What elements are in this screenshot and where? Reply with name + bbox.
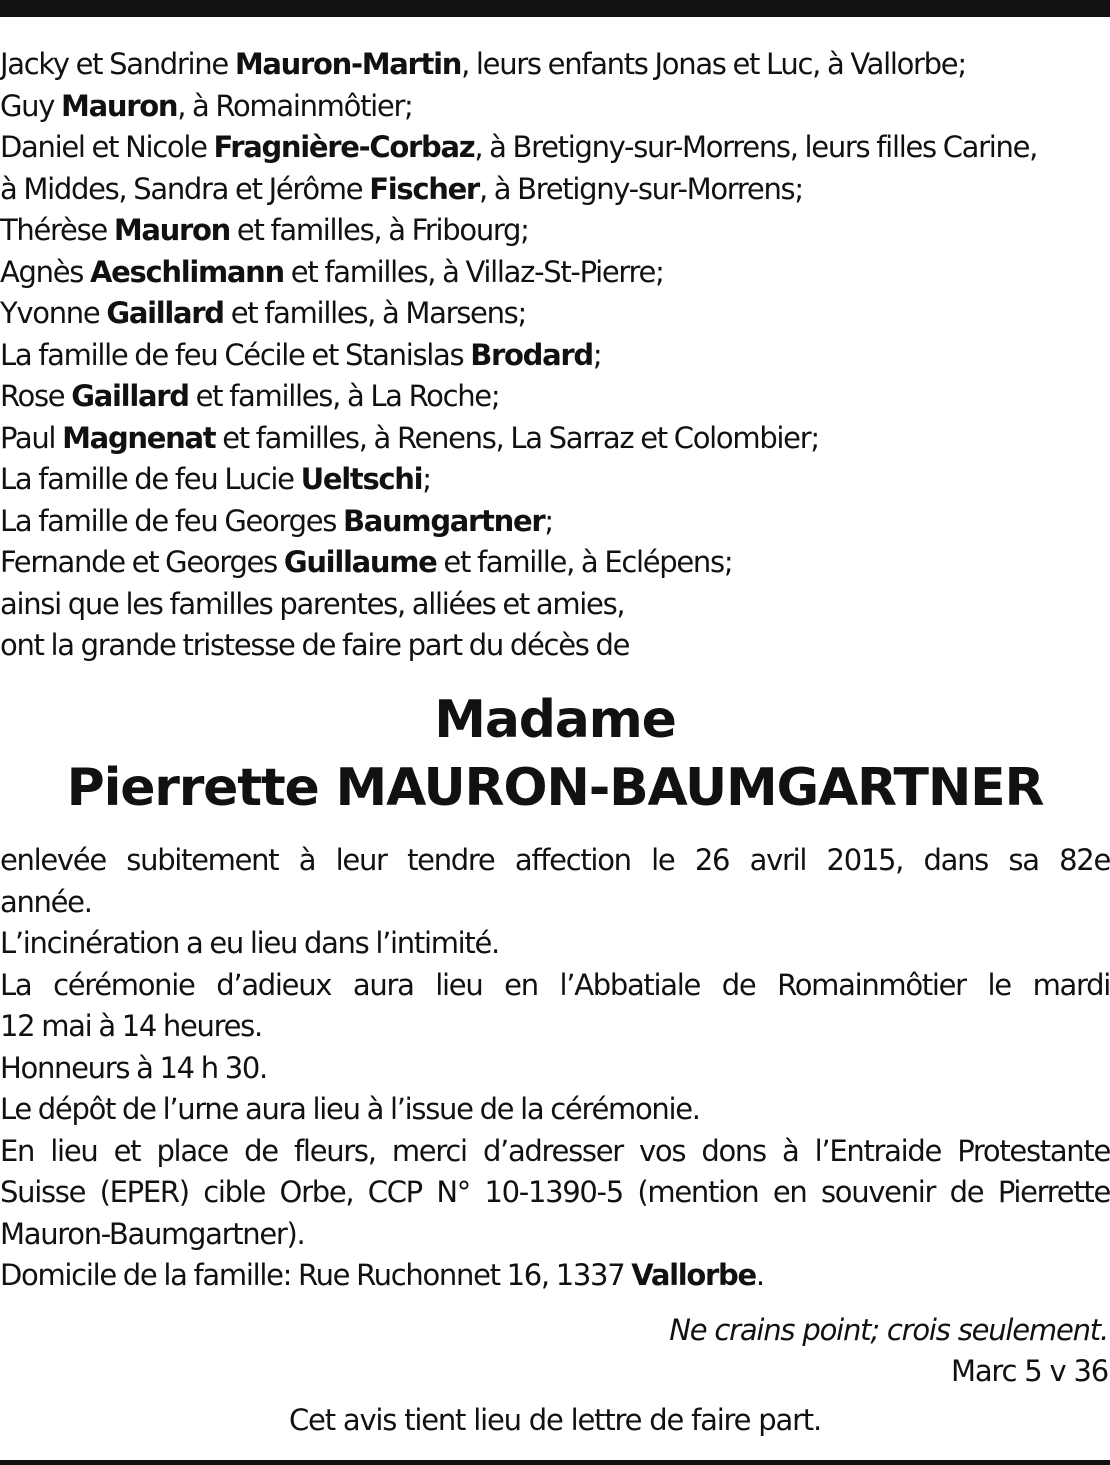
family-line: Jacky et Sandrine Mauron-Martin, leurs enfants Jonas et Luc, à Vallorbe; [0, 47, 966, 81]
detail-line: enlevée subitement à leur tendre affection le 26 avril 2015, dans sa 82e [0, 843, 1110, 877]
detail-line: En lieu et place de fleurs, merci d’adresser vos dons à l’Entraide Protestante [0, 1133, 1110, 1168]
family-name: Mauron [113, 213, 230, 247]
quote-verse: Ne crains point; crois seulement. [669, 1313, 1108, 1347]
family-line: Paul Magnenat et familles, à Renens, La Sarraz et Colombier; [0, 420, 819, 455]
family-name: Mauron-Martin [234, 47, 462, 81]
family-name: Baumgartner [342, 503, 545, 538]
residence-town: Vallorbe [631, 1258, 756, 1292]
family-name: Aeschlimann [90, 254, 284, 289]
family-line: La famille de feu Cécile et Stanislas Brodard; [0, 337, 602, 372]
family-line: Yvonne Gaillard et familles, à Marsens; [0, 296, 526, 330]
deceased-heading [0, 686, 1110, 822]
family-name: Fischer [369, 171, 479, 206]
detail-line: La cérémonie d’adieux aura lieu en l’Abbatiale de Romainmôtier le mardi [0, 967, 1110, 1002]
family-line: à Middes, Sandra et Jérôme Fischer, à Bretigny-sur-Morrens; [0, 171, 803, 206]
family-line: Agnès Aeschlimann et familles, à Villaz-St-Pierre; [0, 254, 664, 289]
family-name: Brodard [470, 337, 593, 372]
bible-quote [669, 1310, 1108, 1392]
family-line: Rose Gaillard et familles, à La Roche; [0, 379, 500, 413]
family-name: Guillaume [283, 545, 437, 579]
family-line: Guy Mauron, à Romainmôtier; [0, 88, 413, 123]
deceased-title: Madame [434, 690, 676, 750]
family-line: Daniel et Nicole Fragnière-Corbaz, à Bretigny-sur-Morrens, leurs filles Carine, [0, 130, 1038, 164]
family-name: Magnenat [62, 420, 216, 455]
family-line: Fernande et Georges Guillaume et famille, à Eclépens; [0, 545, 733, 579]
family-line: La famille de feu Lucie Ueltschi; [0, 462, 431, 496]
footer-note: Cet avis tient lieu de lettre de faire part. [289, 1403, 821, 1437]
detail-line: Le dépôt de l’urne aura lieu à l’issue de la cérémonie. [0, 1092, 700, 1126]
family-name: Gaillard [71, 379, 189, 413]
detail-line: Mauron-Baumgartner). [0, 1216, 305, 1251]
family-line: ainsi que les familles parentes, alliées et amies, [0, 586, 625, 621]
family-name: Fragnière-Corbaz [213, 130, 475, 164]
deceased-name: Pierrette MAURON-BAUMGARTNER [66, 758, 1044, 818]
detail-line: année. [0, 884, 92, 919]
bottom-rule [0, 1460, 1110, 1465]
family-name: Ueltschi [300, 462, 423, 496]
family-name: Mauron [61, 88, 178, 123]
detail-line: 12 mai à 14 heures. [0, 1009, 262, 1043]
residence-line: Domicile de la famille: Rue Ruchonnet 16, 1337 Vallorbe. [0, 1258, 764, 1292]
quote-reference: Marc 5 v 36 [951, 1354, 1108, 1388]
family-name: Gaillard [106, 296, 224, 330]
detail-line: Suisse (EPER) cible Orbe, CCP N° 10-1390-5 (mention en souvenir de Pierrette [0, 1175, 1110, 1209]
detail-line: L’incinération a eu lieu dans l’intimité. [0, 926, 499, 960]
top-rule [0, 0, 1110, 17]
family-line: La famille de feu Georges Baumgartner; [0, 503, 553, 538]
family-line: ont la grande tristesse de faire part du décès de [0, 628, 630, 662]
detail-line: Honneurs à 14 h 30. [0, 1050, 267, 1085]
family-line: Thérèse Mauron et familles, à Fribourg; [0, 213, 529, 247]
family-list [0, 44, 1110, 667]
announcement-details [0, 840, 1110, 1297]
